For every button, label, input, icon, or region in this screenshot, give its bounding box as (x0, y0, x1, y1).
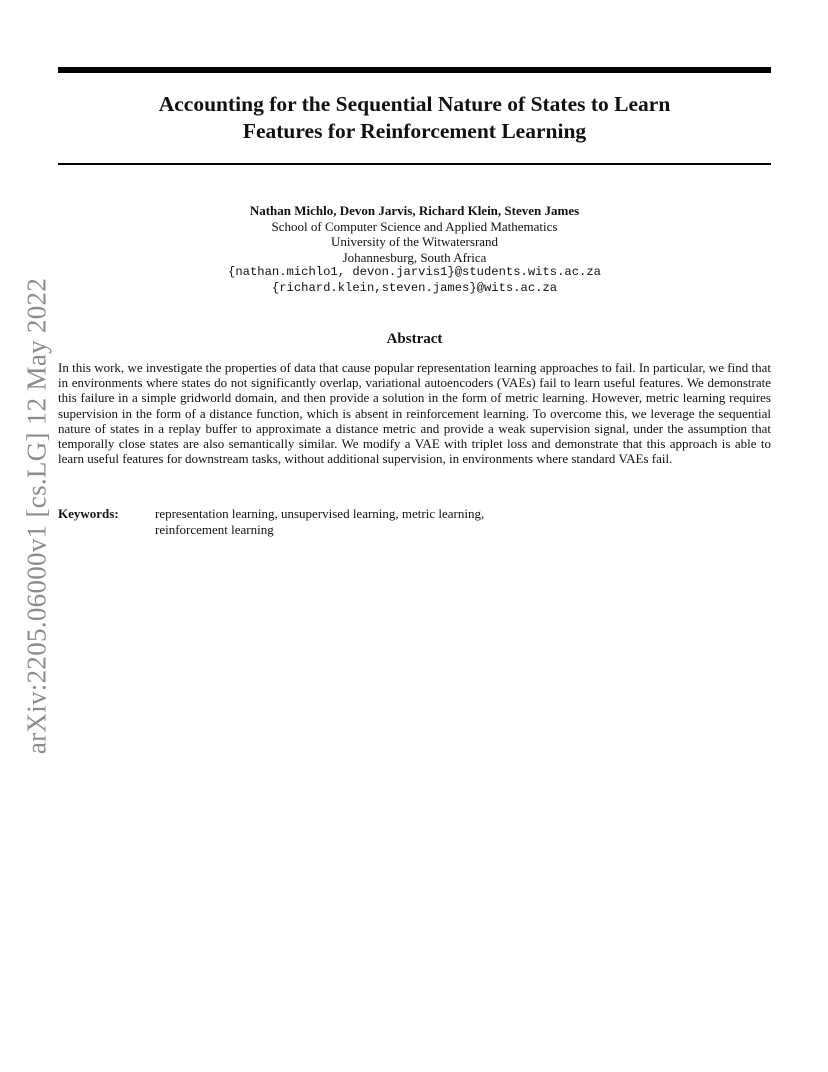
title-line-1: Accounting for the Sequential Nature of States to Learn (158, 92, 671, 116)
author-location: Johannesburg, South Africa (342, 249, 487, 265)
author-email-students: {nathan.michlo1, devon.jarvis1}@students.wits.ac.za (228, 265, 601, 279)
author-university: University of the Witwatersrand (330, 234, 499, 249)
paper-title (58, 91, 771, 145)
abstract-heading: Abstract (386, 331, 443, 347)
author-email-staff: {richard.klein,steven.james}@wits.ac.za (271, 280, 558, 295)
title-bottom-rule (58, 163, 771, 165)
arxiv-identifier-stamp: arXiv:2205.06000v1 [cs.LG] 12 May 2022 (21, 277, 52, 755)
author-affiliation: School of Computer Science and Applied Mathematics (271, 218, 558, 234)
title-line-2: Features for Reinforcement Learning (242, 119, 587, 143)
top-rule (58, 67, 771, 73)
abstract-text: In this work, we investigate the properties of data that cause popular representation learning approaches to fail. In particular, we find that in environments where states do not significantly overlap, variational autoencoders (VAEs) fail to learn useful features. We demonstrate this failure in a simple gridworld domain, and then provide a solution in the form of metric learning. However, metric learning requires supervision in the form of a distance function, which is absent in reinforcement learning. To overcome this, we leverage the sequential nature of states in a replay buffer to approximate a distance metric and provide a weak supervision signal, under the assumption that temporally close states are also semantically similar. We modify a VAE with triplet loss and demonstrate that this approach is able to learn useful features for downstream tasks, without additional supervision, in environments where standard VAEs fail. (58, 360, 771, 467)
author-block (58, 203, 771, 296)
author-names: Nathan Michlo, Devon Jarvis, Richard Klein, Steven James (249, 203, 580, 218)
keywords-text: representation learning, unsupervised learning, metric learning, reinforcement learning (155, 506, 485, 537)
keywords-label: Keywords: (58, 506, 119, 521)
